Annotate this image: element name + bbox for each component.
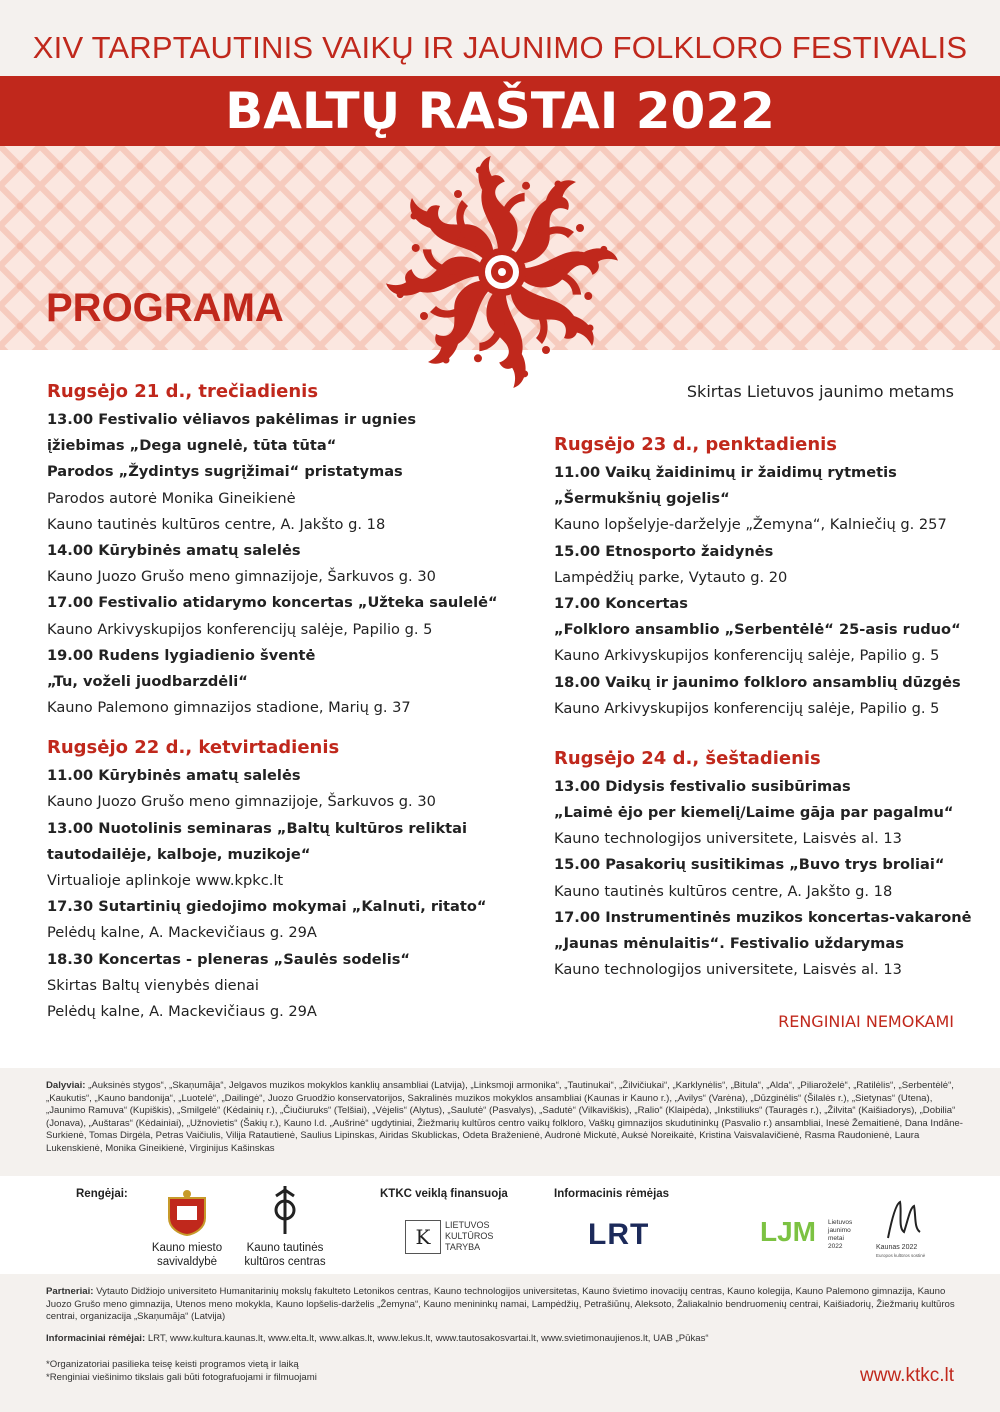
ktkc-logo-icon bbox=[272, 1186, 298, 1234]
partners-label: Partneriai: bbox=[46, 1286, 94, 1297]
kaunas-coat-of-arms-icon bbox=[165, 1190, 209, 1236]
footnote-1: *Organizatoriai pasilieka teisę keisti programos vietą ir laiką bbox=[46, 1359, 299, 1370]
info-partners-text bbox=[46, 1333, 964, 1346]
kaunas-2022-label: Kaunas 2022 bbox=[876, 1244, 918, 1251]
program-column-left bbox=[47, 377, 497, 1025]
event-title-line: 13.00 Nuotolinis seminaras „Baltų kultūros reliktai bbox=[47, 819, 467, 837]
ljm-caption-line: metai bbox=[828, 1235, 844, 1242]
partners-list: Vytauto Didžiojo universiteto Humanitarinių mokslų fakulteto Letonikos centras, Kauno technologijos universitetas, Kauno švietimo inovacijų centras, Kauno kolegija, Kauno Palemono gimnazija, Kauno Juozo Grušo meno gimnazija, Utenos meno mokykla, Kauno lopšelis-darželis „Žemyna“, Kauno menininkų namai, Lampėdžių, Petrašiūnų, Aleksoto, Žaliakalnio bendruomenių centrai, Kaišiadorių, Žiežmarių kultūros centrai, organizacija „Skaņumāja“ (Latvija) bbox=[46, 1286, 955, 1322]
ljm-logo: LJM bbox=[760, 1216, 816, 1247]
event-title-line: 17.30 Sutartinių giedojimo mokymai „Kalnuti, ritato“ bbox=[47, 898, 487, 916]
event-title-line: „Folkloro ansamblio „Serbentėlė“ 25-asis ruduo“ bbox=[554, 621, 961, 639]
lrt-logo: LRT bbox=[588, 1218, 650, 1251]
program-column-right bbox=[554, 430, 974, 983]
free-events-note: RENGINIAI NEMOKAMI bbox=[778, 1012, 954, 1031]
info-partners-list: LRT, www.kultura.kaunas.lt, www.elta.lt, www.alkas.lt, www.lekus.lt, www.tautosakosvartai.lt, www.svietimonaujienos.lt, UAB „Pūkas“ bbox=[147, 1333, 709, 1344]
info-sponsor-label: Informacinis rėmėjas bbox=[554, 1188, 670, 1200]
kaunas-2022-signature-icon bbox=[884, 1198, 924, 1242]
event-detail-line: Kauno tautinės kultūros centre, A. Jakšto g. 18 bbox=[554, 882, 893, 900]
ljm-caption-line: 2022 bbox=[828, 1243, 843, 1250]
event-detail-line: Kauno technologijos universitete, Laisvės al. 13 bbox=[554, 830, 902, 848]
dedication-note: Skirtas Lietuvos jaunimo metams bbox=[686, 382, 954, 401]
partners-text bbox=[46, 1286, 964, 1324]
program-heading: PROGRAMA bbox=[46, 286, 284, 330]
day-lines bbox=[554, 460, 974, 722]
event-detail-line: Kauno Arkivyskupijos konferencijų salėje, Papilio g. 5 bbox=[554, 647, 940, 665]
day-block bbox=[554, 430, 974, 722]
day-lines bbox=[47, 763, 497, 1025]
culture-council-name bbox=[445, 1220, 493, 1253]
event-detail-line: Kauno Juozo Grušo meno gimnazijoje, Šarkuvos g. 30 bbox=[47, 793, 436, 811]
event-title-line: 18.00 Vaikų ir jaunimo folkloro ansamblių dūzgės bbox=[554, 673, 961, 691]
funding-label: KTKC veiklą finansuoja bbox=[380, 1188, 508, 1200]
event-detail-line: Kauno lopšelyje-darželyje „Žemyna“, Kalniečių g. 257 bbox=[554, 516, 947, 534]
event-detail-line: Kauno Juozo Grušo meno gimnazijoje, Šarkuvos g. 30 bbox=[47, 568, 436, 586]
event-title-line: 17.00 Koncertas bbox=[554, 594, 688, 612]
day-heading: Rugsėjo 21 d., trečiadienis bbox=[47, 381, 319, 402]
day-block bbox=[47, 733, 497, 1025]
ljm-caption-line: jaunimo bbox=[828, 1227, 851, 1234]
culture-council-line: TARYBA bbox=[445, 1242, 481, 1252]
festival-title-banner bbox=[0, 76, 1000, 146]
day-heading: Rugsėjo 22 d., ketvirtadienis bbox=[47, 737, 340, 759]
event-detail-line: Kauno tautinės kultūros centre, A. Jakšto g. 18 bbox=[47, 515, 386, 533]
event-detail-line: Lampėdžių parke, Vytauto g. 20 bbox=[554, 568, 788, 586]
event-detail-line: Skirtas Baltų vienybės dienai bbox=[47, 976, 259, 994]
ljm-caption-line: Lietuvos bbox=[828, 1219, 853, 1226]
footnote-2: *Renginiai viešinimo tikslais gali būti fotografuojami ir filmuojami bbox=[46, 1372, 317, 1383]
event-title-line: 11.00 Vaikų žaidinimų ir žaidimų rytmetis bbox=[554, 464, 897, 481]
event-title-line: Parodos „Žydintys sugrįžimai“ pristatymas bbox=[47, 463, 403, 481]
event-title-line: tautodailėje, kalboje, muzikoje“ bbox=[47, 845, 311, 863]
festival-subtitle: XIV TARPTAUTINIS VAIKŲ IR JAUNIMO FOLKLORO FESTIVALIS bbox=[32, 30, 968, 65]
event-title-line: 11.00 Kūrybinės amatų salelės bbox=[47, 767, 301, 785]
info-partners-label: Informaciniai rėmėjai: bbox=[46, 1333, 146, 1344]
event-title-line: 13.00 Didysis festivalio susibūrimas bbox=[554, 777, 851, 795]
day-block bbox=[47, 377, 497, 721]
culture-council-logo-icon: K bbox=[405, 1220, 441, 1254]
culture-council-line: KULTŪROS bbox=[445, 1231, 494, 1241]
event-title-line: įžiebimas „Dega ugnelė, tūta tūta“ bbox=[47, 437, 337, 455]
event-title-line: „Laimė ėjo per kiemelį/Laime gāja par pagalmu“ bbox=[554, 804, 954, 822]
event-detail-line: Kauno Palemono gimnazijos stadione, Marių g. 37 bbox=[47, 699, 411, 717]
organizers-label: Rengėjai: bbox=[76, 1188, 128, 1200]
day-heading: Rugsėjo 24 d., šeštadienis bbox=[554, 747, 821, 769]
event-title-line: 13.00 Festivalio vėliavos pakėlimas ir ugnies bbox=[47, 411, 417, 428]
participants-list: „Auksinės stygos“, „Skaņumāja“, Jelgavos muzikos mokyklos kanklių ansambliai (Latvija), „Linksmoji armonika“, „Tautinukai“, „Žilvičiukai“, „Karklynėlis“, „Bitula“, „Alda“, „Piliaroželė“, „Ratilėlis“, „Serbentėlė“, „Kaukutis“, „Kauno bandonija“, „Luotelė“, „Dailingė“, Juozo Gruodžio konservatorijos, Sakralinės muzikos mokyklos ansambliai (Kaunas ir Kauno r.), „Avilys“ (Varėna), „Dūzginėlis“ (Šilalės r.), „Sietynas“ (Utena), „Jaunimo Ramuva“ (Kupiškis), „Smilgelė“ (Kėdainių r.), „Čiučiuruks“ (Telšiai), „Vėjelis“ (Alytus), „Saulutė“ (Pasvalys), „Sadutė“ (Vilkaviškis), „Ralio“ (Klaipėda), „Inkstiliuks“ (Tauragės r.), „Žilvita“ (Kaišiadorys), „Dobilia“ (Jonava), „Auštaras“ (Kėdainiai), „Užnovietis“ (Šakių r.), Kauno l.d. „Aušrinė“ ugdytiniai, Žiežmarių kultūros centro vaikų folkloro, Vaškų gimnazijos skudutininkų (Pasvalio r.) ansambliai, Inesė Žemaitienė, Dana Indāne-Surkienė, Tomas Dirgėla, Petras Vaičiulis, Vilija Ratautienė, Saulius Lipinskas, Airidas Skublickas, Odeta Braženienė, Audronė Mickutė, Auksė Noreikaitė, Kristina Vaisvalavičienė, Rasma Raudonienė, Laura Lukenskienė, Monika Gineikienė, Virginijus Kašinskas bbox=[46, 1080, 963, 1154]
event-title-line: 17.00 Festivalio atidarymo koncertas „Užteka saulelė“ bbox=[47, 594, 498, 612]
day-lines bbox=[47, 407, 497, 721]
event-title-line: 19.00 Rudens lygiadienio šventė bbox=[47, 646, 316, 664]
event-title-line: „Jaunas mėnulaitis“. Festivalio uždarymas bbox=[554, 935, 904, 952]
day-block bbox=[554, 744, 974, 984]
participants-label: Dalyviai: bbox=[46, 1080, 86, 1091]
festival-title: BALTŲ RAŠTAI 2022 bbox=[225, 82, 775, 140]
event-detail-line: Pelėdų kalne, A. Mackevičiaus g. 29A bbox=[47, 1002, 317, 1020]
event-detail-line: Pelėdų kalne, A. Mackevičiaus g. 29A bbox=[47, 924, 317, 942]
participants-text bbox=[46, 1080, 964, 1155]
organizer-ktkc: Kauno tautinės kultūros centras bbox=[244, 1242, 326, 1268]
website-link[interactable]: www.ktkc.lt bbox=[860, 1365, 954, 1386]
event-title-line: 14.00 Kūrybinės amatų salelės bbox=[47, 541, 301, 559]
kaunas-2022-subtitle: Europos kultūros sostinė bbox=[876, 1253, 926, 1258]
event-title-line: 17.00 Instrumentinės muzikos koncertas-vakaronė bbox=[554, 908, 972, 926]
day-heading: Rugsėjo 23 d., penktadienis bbox=[554, 434, 838, 455]
event-detail-line: Kauno Arkivyskupijos konferencijų salėje, Papilio g. 5 bbox=[554, 699, 940, 717]
ljm-caption bbox=[828, 1219, 852, 1251]
culture-council-line: LIETUVOS bbox=[445, 1220, 490, 1230]
sun-ornament-icon bbox=[376, 150, 628, 390]
event-title-line: 15.00 Etnosporto žaidynės bbox=[554, 542, 774, 560]
event-title-line: 15.00 Pasakorių susitikimas „Buvo trys broliai“ bbox=[554, 856, 945, 874]
event-detail-line: Kauno technologijos universitete, Laisvės al. 13 bbox=[554, 961, 902, 979]
organizer-kaunas-city: Kauno miesto savivaldybė bbox=[151, 1242, 223, 1268]
event-title-line: „Tu, voželi juodbarzdėli“ bbox=[47, 672, 248, 690]
event-detail-line: Kauno Arkivyskupijos konferencijų salėje, Papilio g. 5 bbox=[47, 620, 433, 638]
event-title-line: „Šermukšnių gojelis“ bbox=[554, 490, 730, 508]
event-detail-line: Parodos autorė Monika Gineikienė bbox=[47, 489, 296, 507]
day-lines bbox=[554, 774, 974, 984]
event-detail-line: Virtualioje aplinkoje www.kpkc.lt bbox=[47, 872, 284, 889]
event-title-line: 18.30 Koncertas - pleneras „Saulės sodelis“ bbox=[47, 950, 410, 968]
